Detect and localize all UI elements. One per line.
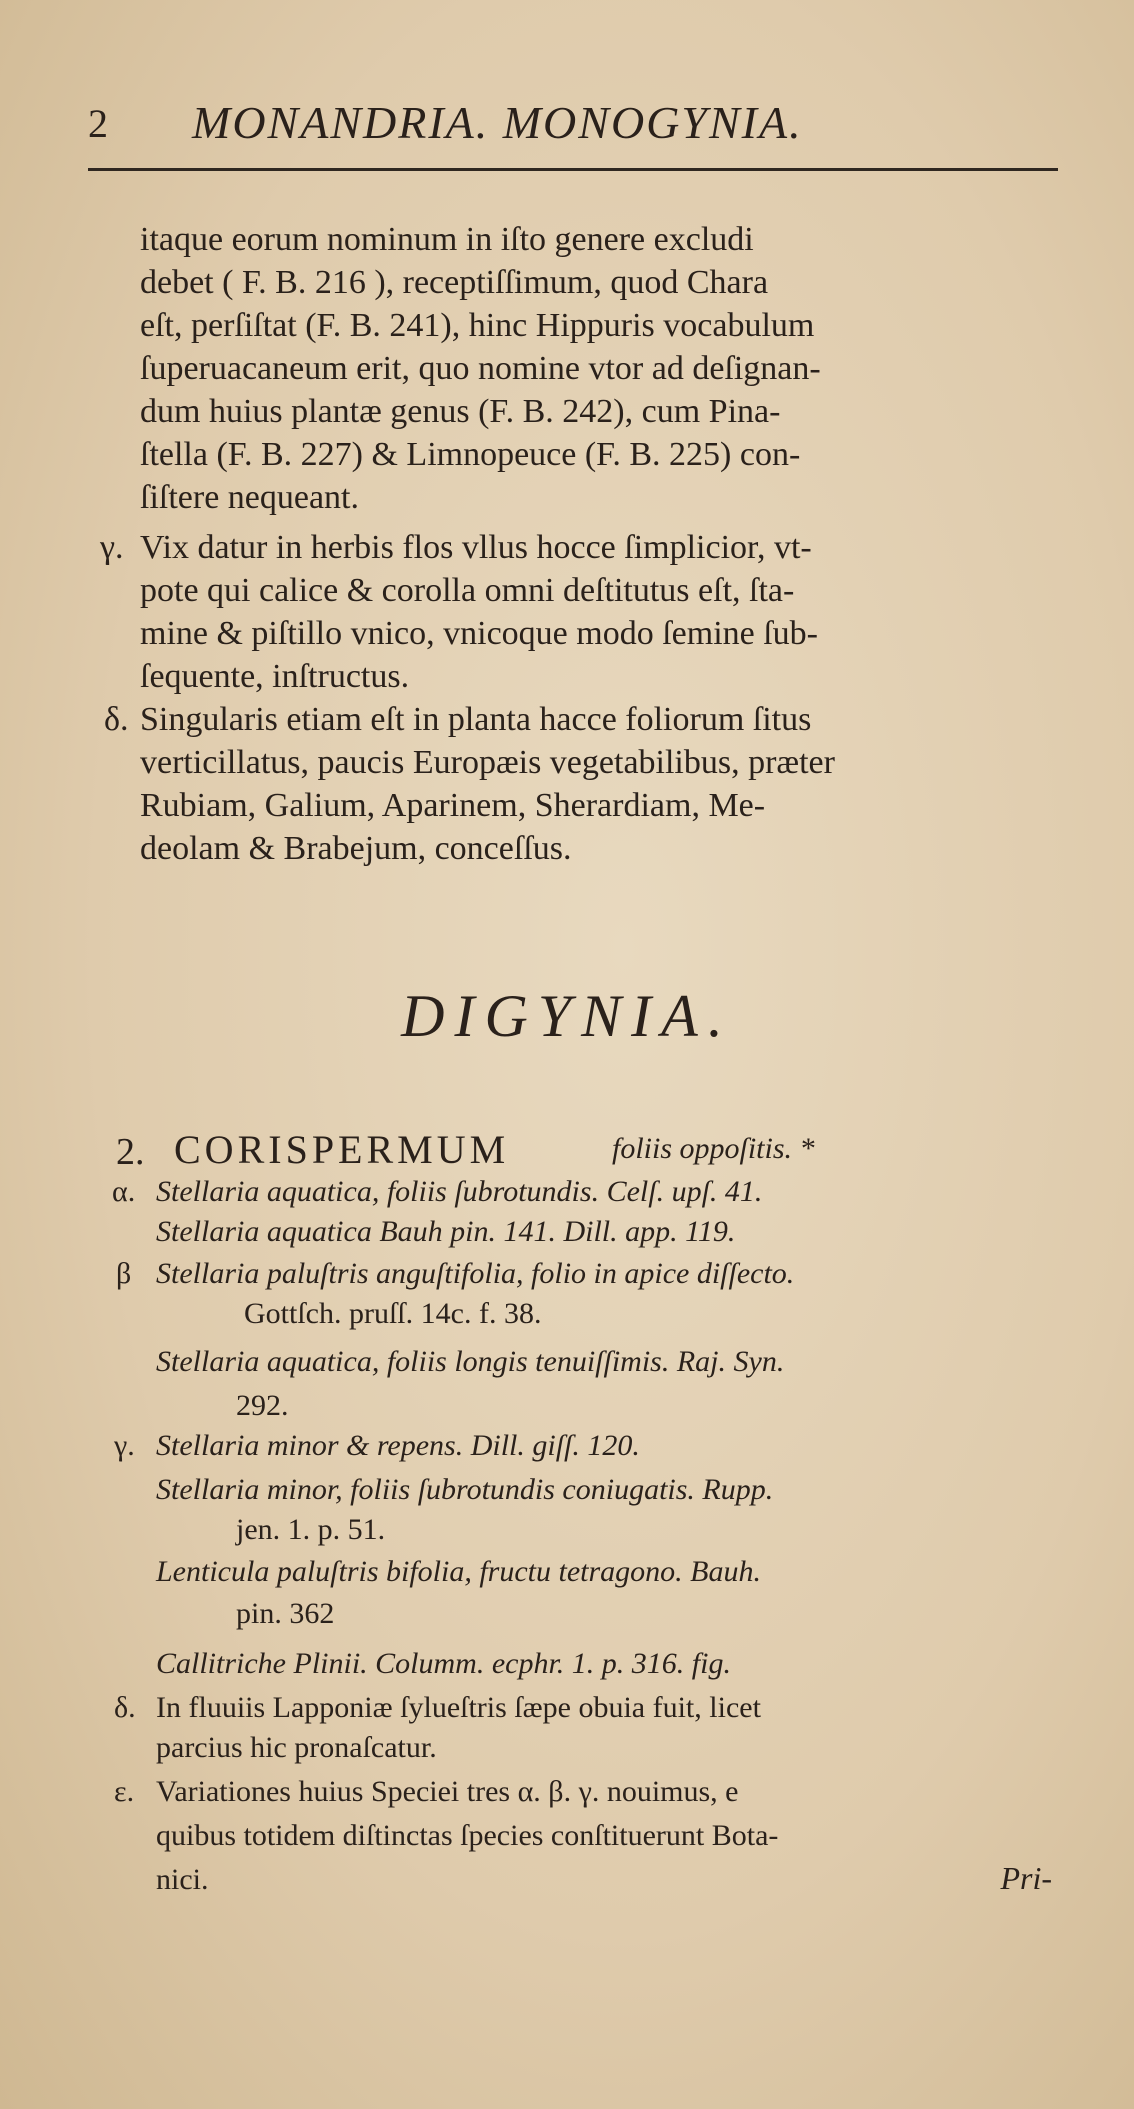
synonym-line: Stellaria minor & repens. Dill. giſſ. 120. xyxy=(156,1429,640,1462)
synonym-line: Lenticula paluſtris bifolia, fructu tetragono. Bauh. xyxy=(156,1555,761,1588)
note-line: parcius hic pronaſcatur. xyxy=(156,1731,437,1764)
genus-name: CORISPERMUM xyxy=(174,1127,510,1172)
entry-number: 2. xyxy=(116,1131,145,1173)
note-marker-gamma: γ. xyxy=(100,529,124,566)
paragraph-line: itaque eorum nominum in iſto genere excludi xyxy=(140,221,754,258)
synonym-line: Stellaria aquatica, foliis ſubrotundis. Celſ. upſ. 41. xyxy=(156,1175,763,1208)
synonym-line: Stellaria aquatica, foliis longis tenuiſſimis. Raj. Syn. xyxy=(156,1345,785,1378)
paragraph-line: ſuperuacaneum erit, quo nomine vtor ad deſignan- xyxy=(140,350,821,387)
synonym-line: Stellaria aquatica Bauh pin. 141. Dill. app. 119. xyxy=(156,1215,736,1248)
paragraph-line: debet ( F. B. 216 ), receptiſſimum, quod Chara xyxy=(140,264,769,301)
note-line: verticillatus, paucis Europæis vegetabilibus, præter xyxy=(140,744,835,781)
paragraph-line: ſiſtere nequeant. xyxy=(140,479,360,516)
paragraph-line: dum huius plantæ genus (F. B. 242), cum Pina- xyxy=(140,393,781,430)
catchword: Pri- xyxy=(1000,1860,1052,1896)
synonym-line: Callitriche Plinii. Columm. ecphr. 1. p. 316. fig. xyxy=(156,1647,731,1680)
note-line: ſequente, inſtructus. xyxy=(140,658,410,695)
synonym-line: Stellaria paluſtris anguſtifolia, folio in apice diſſecto. xyxy=(156,1257,795,1290)
running-header xyxy=(88,96,1038,156)
note-line: deolam & Brabejum, conceſſus. xyxy=(140,830,572,867)
page-number: 2 xyxy=(88,101,108,146)
note-line: In fluuiis Lapponiæ ſylueſtris ſæpe obuia fuit, licet xyxy=(156,1691,761,1724)
synonym-line: pin. 362 xyxy=(236,1597,335,1630)
header-rule xyxy=(88,168,1058,171)
running-title: MONANDRIA. MONOGYNIA. xyxy=(192,97,803,148)
note-line: quibus totidem diſtinctas ſpecies conſtituerunt Bota- xyxy=(156,1819,779,1852)
synonym-line: jen. 1. p. 51. xyxy=(236,1513,386,1546)
synonym-line: Stellaria minor, foliis ſubrotundis coniugatis. Rupp. xyxy=(156,1473,774,1506)
note-marker-delta: δ. xyxy=(104,701,129,738)
section-title: DIGYNIA. xyxy=(401,983,733,1049)
note-marker-epsilon: ε. xyxy=(114,1775,135,1808)
note-line: pote qui calice & corolla omni deſtitutus eſt, ſta- xyxy=(140,572,795,609)
paragraph-line: ſtella (F. B. 227) & Limnopeuce (F. B. 225) con- xyxy=(140,436,801,473)
synonym-line: 292. xyxy=(236,1389,289,1422)
note-line: Rubiam, Galium, Aparinem, Sherardiam, Me- xyxy=(140,787,766,824)
note-line: Variationes huius Speciei tres α. β. γ. nouimus, e xyxy=(156,1775,739,1808)
note-line: Vix datur in herbis flos vllus hocce ſimplicior, vt- xyxy=(140,529,812,566)
variety-marker-gamma: γ. xyxy=(114,1429,135,1462)
variety-marker-beta: β xyxy=(116,1257,132,1290)
note-line: nici. xyxy=(156,1863,209,1896)
variety-marker-alpha: α. xyxy=(112,1175,136,1208)
paragraph-line: eſt, perſiſtat (F. B. 241), hinc Hippuris vocabulum xyxy=(140,307,815,344)
genus-description: foliis oppoſitis. * xyxy=(612,1132,815,1165)
synonym-line: Gottſch. pruſſ. 14c. f. 38. xyxy=(244,1297,542,1330)
note-line: mine & piſtillo vnico, vnicoque modo ſemine ſub- xyxy=(140,615,819,652)
note-marker-delta-2: δ. xyxy=(114,1691,136,1724)
note-line: Singularis etiam eſt in planta hacce foliorum ſitus xyxy=(140,701,812,738)
